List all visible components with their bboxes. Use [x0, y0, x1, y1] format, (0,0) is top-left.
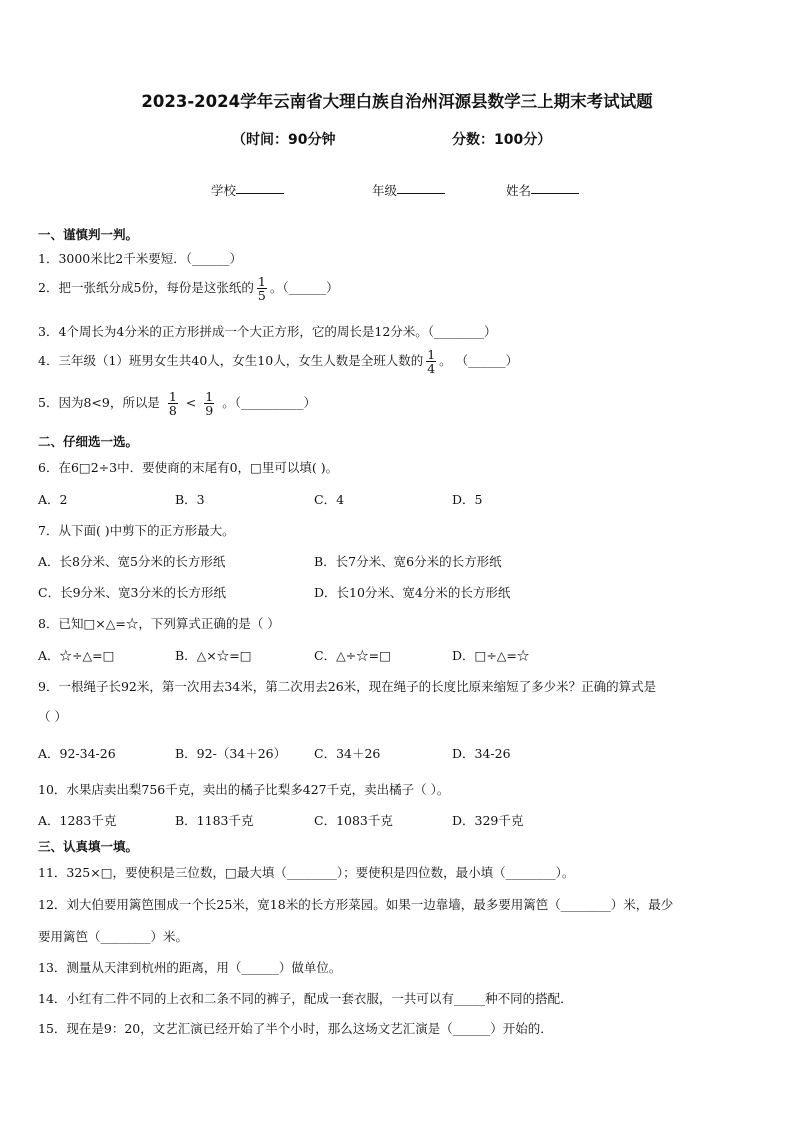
q10-option-d[interactable]: D．329千克 — [452, 813, 524, 828]
q9-option-d[interactable]: D．34-26 — [452, 746, 511, 761]
exam-time: （时间：90分钟 — [232, 132, 336, 148]
question-11: 11．325×□，要使积是三位数，□最大填（________）；要使积是四位数，最小填（________）。 — [38, 865, 575, 880]
q7-option-a[interactable]: A．长8分米、宽5分米的长方形纸 — [38, 554, 226, 569]
grade-blank[interactable] — [397, 181, 445, 194]
q10-option-c[interactable]: C．1083千克 — [314, 813, 393, 828]
question-10: 10．水果店卖出梨756千克，卖出的橘子比梨多427千克，卖出橘子（ ）。 — [38, 782, 450, 797]
q9-option-c[interactable]: C．34＋26 — [314, 746, 381, 761]
q9-option-a[interactable]: A．92-34-26 — [38, 746, 116, 761]
section-heading-choose: 二、仔细选一选。 — [38, 434, 139, 449]
question-14: 14．小红有二件不同的上衣和二条不同的裤子，配成一套衣服，一共可以有_____种不同的搭配． — [38, 991, 573, 1006]
name-field[interactable]: 姓名 — [506, 181, 531, 199]
q8-option-d[interactable]: D．□÷△=☆ — [452, 648, 530, 663]
question-5: 5．因为8<9，所以是 $\frac{1}{8}$ < $\frac{1}{9}$ 。（__________） — [38, 389, 316, 419]
exam-title: 2023-2024学年云南省大理白族自治州洱源县数学三上期末考试试题 — [141, 92, 653, 111]
question-12-cont: 要用篱笆（________）米。 — [38, 929, 189, 944]
question-12: 12．刘大伯要用篱笆围成一个长25米，宽18米的长方形菜园。如果一边靠墙，最多要用篱笆（________）米，最少 — [38, 897, 674, 912]
name-blank[interactable] — [531, 181, 579, 194]
question-1: 1．3000米比2千米要短．（______） — [38, 251, 242, 266]
section-heading-fill: 三、认真填一填。 — [38, 839, 139, 854]
fraction: $\frac{1}{4}$ — [427, 347, 436, 377]
question-8: 8．已知□×△=☆，下列算式正确的是（ ） — [38, 616, 280, 631]
q10-option-b[interactable]: B．1183千克 — [175, 813, 254, 828]
q6-option-c[interactable]: C．4 — [314, 492, 345, 507]
q10-option-a[interactable]: A．1283千克 — [38, 813, 117, 828]
fraction: $\frac{1}{8}$ — [168, 389, 177, 419]
school-field[interactable]: 学校 — [211, 181, 236, 199]
exam-score: 分数：100分） — [452, 132, 552, 148]
fraction: $\frac{1}{9}$ — [205, 389, 214, 419]
grade-field[interactable]: 年级 — [372, 181, 397, 199]
school-blank[interactable] — [236, 181, 284, 194]
q6-option-a[interactable]: A．2 — [38, 492, 68, 507]
q9-option-b[interactable]: B．92-（34＋26） — [175, 746, 287, 761]
question-9-blank: （ ） — [38, 709, 67, 724]
q7-option-c[interactable]: C．长9分米、宽3分米的长方形纸 — [38, 585, 226, 600]
question-13: 13．测量从天津到杭州的距离，用（______）做单位。 — [38, 960, 342, 975]
question-9: 9．一根绳子长92米，第一次用去34米，第二次用去26米，现在绳子的长度比原来缩短了多少米？正确的算式是 — [38, 679, 657, 694]
q7-option-b[interactable]: B．长7分米、宽6分米的长方形纸 — [314, 554, 502, 569]
q6-option-d[interactable]: D．5 — [452, 492, 483, 507]
question-4: 4．三年级（1）班男女生共40人，女生10人，女生人数是全班人数的 $\frac{1}{4}$ 。 （______） — [38, 347, 519, 377]
q8-option-a[interactable]: A．☆÷△=□ — [38, 648, 115, 663]
section-heading-judge: 一、谨慎判一判。 — [38, 227, 139, 242]
q6-option-b[interactable]: B．3 — [175, 492, 205, 507]
q8-option-c[interactable]: C．△÷☆=□ — [314, 648, 391, 663]
question-2: 2．把一张纸分成5份，每份是这张纸的 $\frac{1}{5}$ 。（______） — [38, 274, 339, 304]
question-6: 6．在6□2÷3中．要使商的末尾有0，□里可以填( )。 — [38, 460, 339, 475]
question-3: 3．4个周长为4分米的正方形拼成一个大正方形，它的周长是12分米。（________） — [38, 324, 497, 339]
fraction: $\frac{1}{5}$ — [257, 274, 266, 304]
question-15: 15．现在是9：20，文艺汇演已经开始了半个小时，那么这场文艺汇演是（______）开始的． — [38, 1021, 553, 1036]
q8-option-b[interactable]: B．△×☆=□ — [175, 648, 252, 663]
question-7: 7．从下面( )中剪下的正方形最大。 — [38, 523, 235, 538]
q7-option-d[interactable]: D．长10分米、宽4分米的长方形纸 — [314, 585, 511, 600]
